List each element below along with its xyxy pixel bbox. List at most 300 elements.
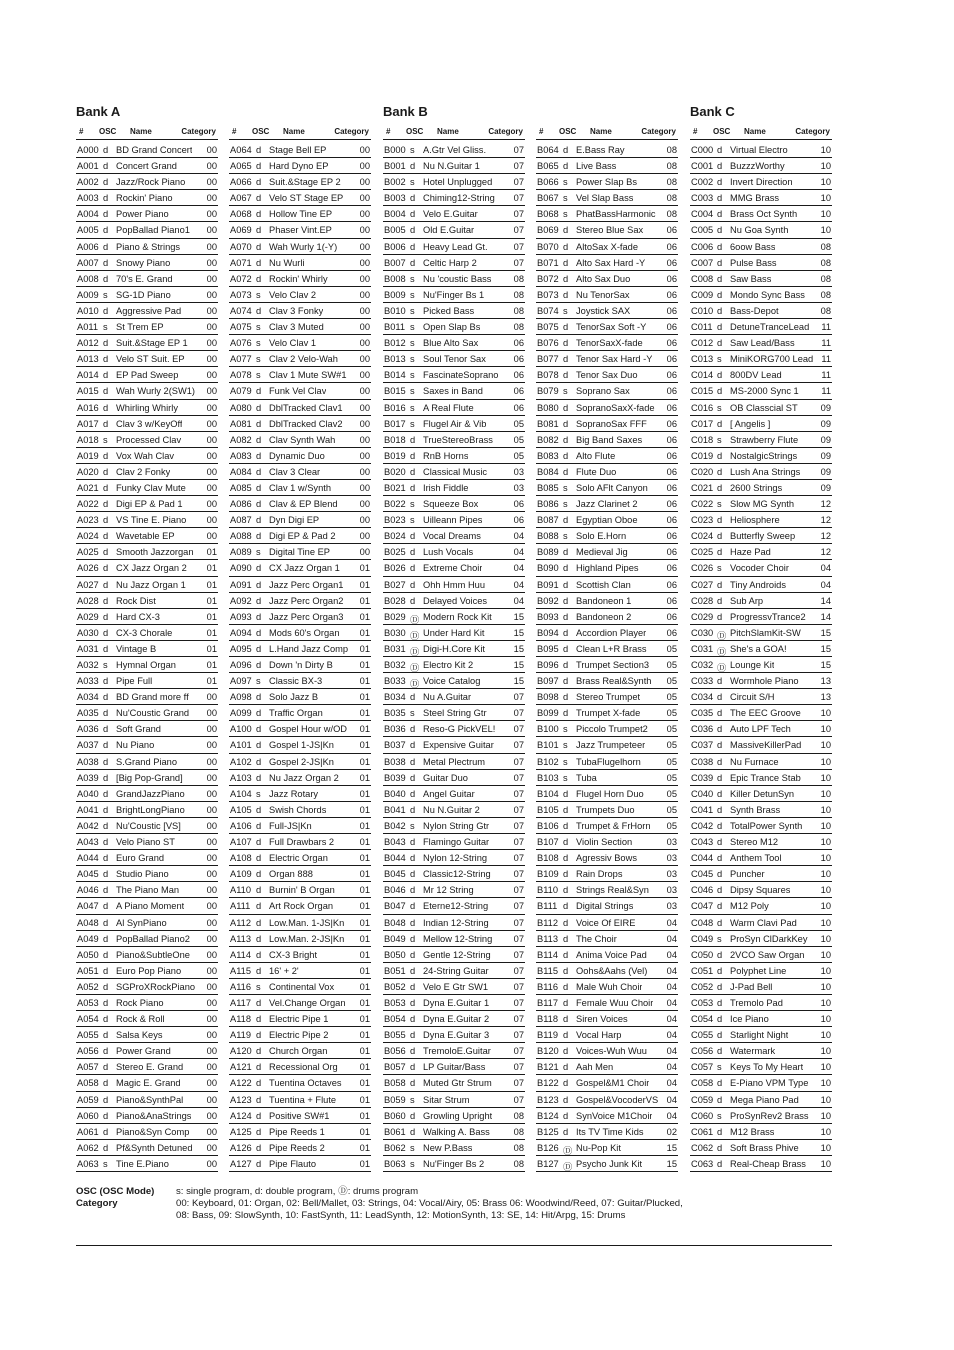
program-name: Brass Real&Synth xyxy=(576,676,652,687)
osc-mode: Ⓓ xyxy=(563,1161,573,1172)
osc-mode: d xyxy=(410,933,416,944)
osc-mode: d xyxy=(717,273,723,284)
program-number: B116 xyxy=(537,981,559,992)
program-name: Voice Catalog xyxy=(423,676,481,687)
osc-mode: d xyxy=(563,161,569,172)
program-row xyxy=(536,1011,678,1027)
program-name: Digi-H.Core Kit xyxy=(423,643,485,654)
program-row xyxy=(536,512,678,528)
osc-mode: d xyxy=(563,466,569,477)
program-row xyxy=(76,979,218,995)
program-row xyxy=(383,432,525,448)
osc-mode: d xyxy=(103,273,109,284)
program-number: B029 xyxy=(384,611,406,622)
osc-mode: d xyxy=(717,708,723,719)
program-name: The EEC Groove xyxy=(730,708,801,719)
osc-mode: s xyxy=(410,402,415,413)
program-name: Gospel Hour w/OD xyxy=(269,724,348,735)
program-column xyxy=(229,126,371,1172)
category-code: 00 xyxy=(206,692,217,703)
category-code: 10 xyxy=(820,177,831,188)
program-row xyxy=(383,174,525,190)
program-row xyxy=(383,963,525,979)
osc-mode: d xyxy=(256,756,262,767)
program-number: A073 xyxy=(230,289,252,300)
category-code: 07 xyxy=(513,788,524,799)
osc-mode: d xyxy=(103,193,109,204)
program-name: Classic12-String xyxy=(423,869,491,880)
program-name: Saw Bass xyxy=(730,273,772,284)
category-code: 06 xyxy=(666,225,677,236)
program-row xyxy=(536,1059,678,1075)
program-name: Bandoneon 1 xyxy=(576,595,632,606)
program-name: LP Guitar/Bass xyxy=(423,1062,486,1073)
program-name: Electric Pipe 1 xyxy=(269,1014,329,1025)
program-row xyxy=(76,1092,218,1108)
program-row xyxy=(229,351,371,367)
osc-mode: d xyxy=(410,257,416,268)
program-name: [ Angelis ] xyxy=(730,418,771,429)
program-row xyxy=(690,158,832,174)
category-code: 06 xyxy=(513,338,524,349)
category-code: 00 xyxy=(206,1078,217,1089)
program-number: A059 xyxy=(77,1094,99,1105)
program-name: AltoSax X-fade xyxy=(576,241,639,252)
category-code: 00 xyxy=(206,933,217,944)
header-category: Category xyxy=(334,127,369,136)
category-code: 10 xyxy=(820,708,831,719)
program-name: Piano&Syn Comp xyxy=(116,1126,190,1137)
osc-mode: d xyxy=(410,241,416,252)
program-number: B010 xyxy=(384,305,406,316)
program-number: A072 xyxy=(230,273,252,284)
program-name: E-Piano VPM Type xyxy=(730,1078,809,1089)
osc-mode: d xyxy=(563,627,569,638)
osc-mode: d xyxy=(717,209,723,220)
program-number: A043 xyxy=(77,837,99,848)
program-number: C036 xyxy=(691,724,714,735)
category-code: 01 xyxy=(359,563,370,574)
program-number: B017 xyxy=(384,418,406,429)
osc-mode: d xyxy=(563,804,569,815)
osc-mode: d xyxy=(256,225,262,236)
program-name: Trumpet X-fade xyxy=(576,708,641,719)
osc-mode: d xyxy=(410,1046,416,1057)
category-code: 07 xyxy=(513,1030,524,1041)
program-name: Butterfly Sweep xyxy=(730,531,796,542)
program-name: 2600 Strings xyxy=(730,482,783,493)
category-code: 00 xyxy=(206,997,217,1008)
program-row xyxy=(536,1124,678,1140)
program-name: Modern Rock Kit xyxy=(423,611,492,622)
osc-mode: d xyxy=(410,869,416,880)
osc-mode: d xyxy=(563,1030,569,1041)
program-number: B101 xyxy=(537,740,559,751)
program-number: A102 xyxy=(230,756,252,767)
program-name: Nu 'coustic Bass xyxy=(423,273,492,284)
osc-mode: d xyxy=(563,692,569,703)
osc-mode: d xyxy=(256,1030,262,1041)
program-row xyxy=(383,239,525,255)
category-code: 10 xyxy=(820,1030,831,1041)
program-name: Clav 2 Fonky xyxy=(116,466,171,477)
program-number: A070 xyxy=(230,241,252,252)
program-name: Electric Pipe 2 xyxy=(269,1030,329,1041)
category-code: 10 xyxy=(820,933,831,944)
program-name: Euro Grand xyxy=(116,853,165,864)
program-name: Stereo M12 xyxy=(730,837,779,848)
osc-mode: d xyxy=(563,820,569,831)
osc-mode: d xyxy=(410,901,416,912)
category-code: 08 xyxy=(820,273,831,284)
program-row xyxy=(229,158,371,174)
program-number: A005 xyxy=(77,225,99,236)
osc-mode: d xyxy=(103,708,109,719)
osc-mode: d xyxy=(717,515,723,526)
category-code: 05 xyxy=(666,756,677,767)
program-name: SopranoSax FFF xyxy=(576,418,647,429)
program-number: B013 xyxy=(384,354,406,365)
category-code: 00 xyxy=(206,499,217,510)
program-row xyxy=(536,931,678,947)
program-number: A026 xyxy=(77,563,99,574)
program-number: B112 xyxy=(537,917,559,928)
osc-mode: d xyxy=(717,965,723,976)
osc-mode: d xyxy=(563,676,569,687)
category-code: 00 xyxy=(206,273,217,284)
program-row xyxy=(383,577,525,593)
program-number: B079 xyxy=(537,386,559,397)
program-row xyxy=(383,1027,525,1043)
column-header xyxy=(383,126,525,140)
program-row xyxy=(536,577,678,593)
category-code: 05 xyxy=(666,788,677,799)
program-row xyxy=(76,206,218,222)
program-name: Watermark xyxy=(730,1046,776,1057)
program-row xyxy=(76,1108,218,1124)
program-row xyxy=(76,190,218,206)
program-number: A065 xyxy=(230,161,252,172)
program-number: C037 xyxy=(691,740,714,751)
category-code: 00 xyxy=(359,418,370,429)
program-number: A107 xyxy=(230,837,252,848)
program-row xyxy=(229,834,371,850)
category-code: 04 xyxy=(666,1094,677,1105)
program-row xyxy=(229,931,371,947)
program-row xyxy=(383,802,525,818)
osc-mode: d xyxy=(103,901,109,912)
program-row xyxy=(76,560,218,576)
category-code: 00 xyxy=(206,837,217,848)
osc-mode: s xyxy=(103,322,108,333)
program-name: Lush Vocals xyxy=(423,547,474,558)
program-name: L.Hand Jazz Comp xyxy=(269,643,349,654)
category-code: 10 xyxy=(820,1110,831,1121)
osc-mode: d xyxy=(717,1158,723,1169)
program-number: A124 xyxy=(230,1110,252,1121)
category-code: 01 xyxy=(359,804,370,815)
program-number: A000 xyxy=(77,145,99,155)
program-number: A024 xyxy=(77,531,99,542)
program-number: B059 xyxy=(384,1094,406,1105)
program-row xyxy=(76,689,218,705)
category-code: 14 xyxy=(820,611,831,622)
category-code: 01 xyxy=(359,660,370,670)
program-number: C063 xyxy=(691,1158,714,1169)
program-name: Heliosphere xyxy=(730,515,780,526)
osc-mode: d xyxy=(103,724,109,735)
category-code: 00 xyxy=(359,257,370,268)
program-name: NostalgicStrings xyxy=(730,450,798,461)
category-code: 06 xyxy=(666,531,677,542)
osc-mode: s xyxy=(563,177,568,188)
program-name: Electro Kit 2 xyxy=(423,660,474,670)
program-row xyxy=(229,1124,371,1140)
osc-mode: d xyxy=(563,257,569,268)
osc-mode: d xyxy=(103,885,109,896)
category-code: 07 xyxy=(513,853,524,864)
program-number: A082 xyxy=(230,434,252,445)
program-number: A096 xyxy=(230,660,252,670)
program-number: B025 xyxy=(384,547,406,558)
program-name: Nu'Finger Bs 1 xyxy=(423,289,485,300)
program-row xyxy=(690,625,832,641)
category-code: 07 xyxy=(513,225,524,236)
category-code: 15 xyxy=(820,627,831,638)
program-row xyxy=(690,464,832,480)
program-name: Starlight Night xyxy=(730,1030,789,1041)
category-code: 10 xyxy=(820,1142,831,1153)
program-number: C024 xyxy=(691,531,714,542)
osc-mode: d xyxy=(717,917,723,928)
category-code: 07 xyxy=(513,949,524,960)
program-row xyxy=(229,1011,371,1027)
program-row xyxy=(229,239,371,255)
osc-mode: s xyxy=(717,499,722,510)
osc-mode: d xyxy=(717,885,723,896)
program-row xyxy=(383,190,525,206)
category-code: 01 xyxy=(206,676,217,687)
category-code: 00 xyxy=(359,466,370,477)
program-number: A125 xyxy=(230,1126,252,1137)
osc-mode: d xyxy=(256,837,262,848)
program-name: TrueStereoBrass xyxy=(423,434,493,445)
program-name: TubaFlugelhorn xyxy=(576,756,641,767)
program-name: Clav 1 Mute SW#1 xyxy=(269,370,347,381)
program-row xyxy=(690,190,832,206)
program-row xyxy=(383,673,525,689)
program-row xyxy=(229,255,371,271)
osc-mode: d xyxy=(563,917,569,928)
program-number: B018 xyxy=(384,434,406,445)
category-code: 05 xyxy=(666,804,677,815)
program-name: Live Bass xyxy=(576,161,617,172)
program-row xyxy=(536,351,678,367)
osc-mode: d xyxy=(103,225,109,236)
program-row xyxy=(229,850,371,866)
category-code: 10 xyxy=(820,804,831,815)
program-row xyxy=(536,560,678,576)
osc-mode: d xyxy=(563,660,569,670)
program-name: M12 Poly xyxy=(730,901,769,912)
osc-mode: d xyxy=(563,273,569,284)
program-column xyxy=(690,126,832,1172)
osc-mode: d xyxy=(256,241,262,252)
osc-mode: d xyxy=(563,450,569,461)
osc-mode: s xyxy=(717,563,722,574)
osc-mode: d xyxy=(103,788,109,799)
program-number: C048 xyxy=(691,917,714,928)
program-name: Whirling Whirly xyxy=(116,402,178,413)
osc-mode: d xyxy=(563,402,569,413)
program-number: B003 xyxy=(384,193,406,204)
program-row xyxy=(229,174,371,190)
program-number: A113 xyxy=(230,933,252,944)
program-number: A011 xyxy=(77,322,99,333)
osc-mode: s xyxy=(717,1062,722,1073)
osc-mode: s xyxy=(410,322,415,333)
program-row xyxy=(76,544,218,560)
category-code: 00 xyxy=(206,756,217,767)
program-number: B016 xyxy=(384,402,406,413)
program-row xyxy=(536,705,678,721)
osc-mode: d xyxy=(410,450,416,461)
program-row xyxy=(229,335,371,351)
category-code: 04 xyxy=(666,949,677,960)
program-number: B021 xyxy=(384,482,406,493)
program-row xyxy=(229,512,371,528)
osc-mode: d xyxy=(717,370,723,381)
program-row xyxy=(229,1140,371,1156)
program-name: Euro Pop Piano xyxy=(116,965,182,976)
program-name: Male Wuh Choir xyxy=(576,981,643,992)
program-row xyxy=(690,544,832,560)
osc-mode: Ⓓ xyxy=(563,1145,573,1156)
osc-mode: d xyxy=(256,145,262,155)
program-number: A041 xyxy=(77,804,99,815)
category-code: 10 xyxy=(820,820,831,831)
program-number: A105 xyxy=(230,804,252,815)
category-code: 04 xyxy=(820,579,831,590)
osc-mode: s xyxy=(563,482,568,493)
program-name: Blue Alto Sax xyxy=(423,338,479,349)
category-code: 05 xyxy=(513,418,524,429)
osc-mode: s xyxy=(717,434,722,445)
category-code: 00 xyxy=(206,450,217,461)
category-code: 00 xyxy=(359,273,370,284)
program-name: Clav 3 Muted xyxy=(269,322,324,333)
osc-mode: d xyxy=(103,1046,109,1057)
program-row xyxy=(229,496,371,512)
program-row xyxy=(229,995,371,1011)
osc-mode: d xyxy=(410,161,416,172)
osc-mode: d xyxy=(717,853,723,864)
program-name: Studio Piano xyxy=(116,869,169,880)
program-name: Vocal Dreams xyxy=(423,531,481,542)
program-number: B085 xyxy=(537,482,559,493)
osc-mode: d xyxy=(410,1014,416,1025)
osc-mode: d xyxy=(717,1078,723,1089)
program-number: B023 xyxy=(384,515,406,526)
osc-mode: d xyxy=(103,547,109,558)
program-number: A090 xyxy=(230,563,252,574)
program-name: A Real Flute xyxy=(423,402,474,413)
program-row xyxy=(690,963,832,979)
osc-mode: d xyxy=(256,1046,262,1057)
program-name: Flugel Horn Duo xyxy=(576,788,644,799)
program-row xyxy=(76,593,218,609)
program-name: Nu-Pop Kit xyxy=(576,1142,621,1153)
category-code: 10 xyxy=(820,193,831,204)
osc-mode: s xyxy=(410,515,415,526)
program-number: C052 xyxy=(691,981,714,992)
category-code: 00 xyxy=(206,354,217,365)
header-number: # xyxy=(79,127,84,136)
osc-mode: s xyxy=(410,289,415,300)
program-number: B087 xyxy=(537,515,559,526)
program-number: C006 xyxy=(691,241,714,252)
osc-mode: d xyxy=(103,965,109,976)
program-row xyxy=(383,1156,525,1172)
category-code: 08 xyxy=(666,193,677,204)
program-number: B072 xyxy=(537,273,559,284)
program-number: A062 xyxy=(77,1142,99,1153)
program-name: Anima Voice Pad xyxy=(576,949,647,960)
program-name: Velo Clav 2 xyxy=(269,289,317,300)
program-row xyxy=(76,1075,218,1091)
osc-mode: d xyxy=(103,692,109,703)
program-number: B039 xyxy=(384,772,406,783)
program-row xyxy=(76,705,218,721)
program-number: B093 xyxy=(537,611,559,622)
program-row xyxy=(76,528,218,544)
category-code: 08 xyxy=(666,209,677,220)
program-number: A035 xyxy=(77,708,99,719)
program-name: Al SynPiano xyxy=(116,917,167,928)
program-name: Indian 12-String xyxy=(423,917,489,928)
program-name: MMG Brass xyxy=(730,193,780,204)
program-name: Magic E. Grand xyxy=(116,1078,181,1089)
category-code: 15 xyxy=(513,611,524,622)
program-name: Wavetable EP xyxy=(116,531,175,542)
program-name: Clav 2 Velo-Wah xyxy=(269,354,338,365)
program-row xyxy=(76,142,218,158)
program-row xyxy=(76,255,218,271)
program-name: Gospel&M1 Choir xyxy=(576,1078,650,1089)
category-code: 10 xyxy=(820,901,831,912)
category-code: 15 xyxy=(820,643,831,654)
category-code: 00 xyxy=(206,1014,217,1025)
osc-mode: d xyxy=(103,209,109,220)
program-name: Open Slap Bs xyxy=(423,322,481,333)
program-row xyxy=(536,818,678,834)
category-code: 10 xyxy=(820,981,831,992)
program-number: B088 xyxy=(537,531,559,542)
program-number: A014 xyxy=(77,370,99,381)
osc-mode: d xyxy=(563,997,569,1008)
category-code: 06 xyxy=(666,515,677,526)
program-name: Dyna E.Guitar 3 xyxy=(423,1030,490,1041)
bottom-divider xyxy=(76,1245,832,1246)
category-code: 00 xyxy=(206,1030,217,1041)
osc-mode: d xyxy=(103,933,109,944)
program-row xyxy=(536,1140,678,1156)
program-number: B027 xyxy=(384,579,406,590)
program-name: Velo ST Stage EP xyxy=(269,193,344,204)
osc-mode: d xyxy=(256,965,262,976)
program-row xyxy=(229,190,371,206)
program-row xyxy=(536,239,678,255)
